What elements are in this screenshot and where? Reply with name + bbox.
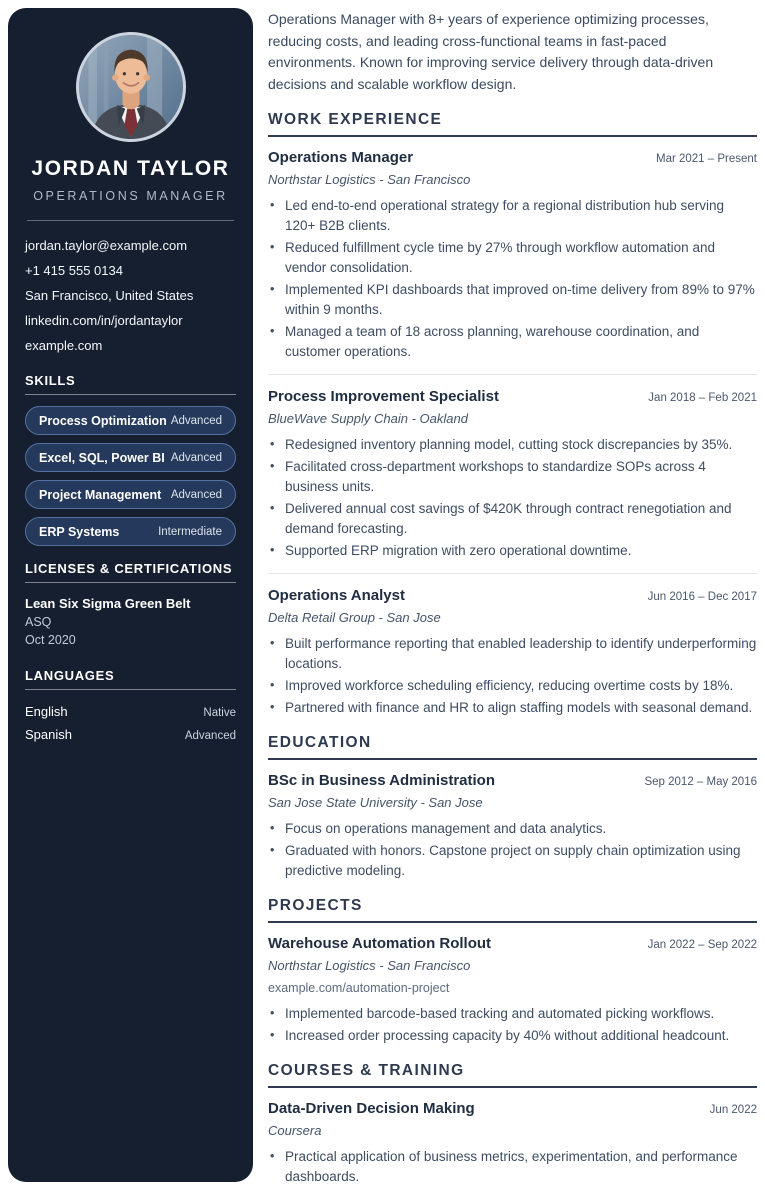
entry-bullets	[268, 1147, 757, 1187]
bullet: • Partnered with finance and HR to align staffing models with seasonal demand.	[268, 698, 757, 718]
bullet: • Reduced fulfillment cycle time by 27% through workflow automation and vendor consolidation.	[268, 238, 757, 278]
section-heading: COURSES & TRAINING	[268, 1062, 757, 1088]
contact-linkedin[interactable]: linkedin.com/in/jordantaylor	[25, 313, 183, 328]
entry-header	[268, 934, 757, 954]
entry-date: Sep 2012 – May 2016	[644, 776, 757, 788]
bullet: • Facilitated cross-department workshops to standardize SOPs across 4 business units.	[268, 457, 757, 497]
entry-date: Mar 2021 – Present	[655, 153, 757, 165]
sidebar	[8, 8, 253, 1182]
bullet: • Delivered annual cost savings of $420K through contract renegotiation and demand forecasting.	[268, 499, 757, 539]
bullet: • Implemented barcode-based tracking and automated picking workflows.	[268, 1004, 757, 1024]
entry-title: BSc in Business Administration	[268, 772, 495, 789]
section-projects	[268, 897, 757, 1046]
entry-subtitle: Northstar Logistics - San Francisco	[268, 958, 471, 973]
entry-subtitle: Northstar Logistics - San Francisco	[268, 172, 471, 187]
bullet: • Increased order processing capacity by 40% without additional headcount.	[268, 1026, 757, 1046]
skill-name: Project Management	[39, 487, 162, 502]
experience-entry	[268, 148, 757, 362]
skills-list	[25, 406, 236, 546]
bullet: • Led end-to-end operational strategy for a regional distribution hub serving 120+ B2B clients.	[268, 196, 757, 236]
entry-date: Jun 2016 – Dec 2017	[647, 591, 757, 603]
entry-bullets	[268, 1004, 757, 1046]
entry-bullets	[268, 196, 757, 362]
section-heading: EDUCATION	[268, 734, 757, 760]
experience-entry	[268, 586, 757, 718]
entry-header	[268, 586, 757, 606]
entry-divider	[268, 374, 757, 375]
avatar-illustration	[79, 35, 183, 139]
summary-text: Operations Manager with 8+ years of experience optimizing processes, reducing costs, and leading cross-functional teams in fast-paced environments. Known for improving service delivery through data-driven decisions and scalable workflow design.	[268, 11, 714, 92]
bullet: • Redesigned inventory planning model, cutting stock discrepancies by 35%.	[268, 435, 757, 455]
skill-name: ERP Systems	[39, 524, 120, 539]
entry-header	[268, 771, 757, 791]
contact-list	[25, 233, 236, 358]
language-level: Native	[203, 707, 236, 719]
bullet: • Built performance reporting that enabled leadership to identify underperforming locations.	[268, 634, 757, 674]
bullet: • Supported ERP migration with zero operational downtime.	[268, 541, 757, 561]
section-heading: PROJECTS	[268, 897, 757, 923]
language-row	[25, 701, 236, 724]
candidate-name: JORDAN TAYLOR	[31, 157, 230, 180]
entry-bullets	[268, 435, 757, 561]
language-name: Spanish	[25, 727, 72, 742]
profile-photo	[76, 32, 186, 142]
course-entry	[268, 1099, 757, 1187]
certification-name: Lean Six Sigma Green Belt	[25, 596, 191, 611]
bullet: • Implemented KPI dashboards that improved on-time delivery from 89% to 97% within 9 months.	[268, 280, 757, 320]
contact-location: San Francisco, United States	[25, 288, 194, 303]
contact-website[interactable]: example.com	[25, 338, 103, 353]
entry-date: Jan 2018 – Feb 2021	[648, 392, 757, 404]
entry-subtitle: BlueWave Supply Chain - Oakland	[268, 411, 468, 426]
entry-header	[268, 148, 757, 168]
certification-date: Oct 2020	[25, 633, 76, 647]
skill-level: Advanced	[170, 414, 222, 427]
entry-bullets	[268, 819, 757, 881]
skill-pill	[25, 517, 236, 546]
languages-list	[25, 701, 236, 747]
certification-item	[25, 594, 236, 649]
section-work-experience	[268, 111, 757, 718]
skill-pill	[25, 443, 236, 472]
skill-pill	[25, 406, 236, 435]
bullet: • Focus on operations management and data analytics.	[268, 819, 757, 839]
experience-entry	[268, 387, 757, 561]
entry-subtitle: Coursera	[268, 1123, 322, 1138]
entry-title: Data-Driven Decision Making	[268, 1100, 475, 1117]
bullet: • Graduated with honors. Capstone project on supply chain optimization using predictive modeling.	[268, 841, 757, 881]
skill-name: Process Optimization	[39, 413, 167, 428]
entry-divider	[268, 573, 757, 574]
bullet: • Improved workforce scheduling efficiency, reducing overtime costs by 18%.	[268, 676, 757, 696]
contact-phone: +1 415 555 0134	[25, 263, 123, 278]
project-link[interactable]: example.com/automation-project	[268, 981, 450, 995]
language-name: English	[25, 704, 68, 719]
skill-level: Intermediate	[158, 525, 222, 538]
skill-level: Advanced	[170, 451, 222, 464]
entry-subtitle: San Jose State University - San Jose	[268, 795, 483, 810]
entry-title: Operations Analyst	[268, 587, 405, 604]
skill-pill	[25, 480, 236, 509]
entry-title: Warehouse Automation Rollout	[268, 935, 492, 952]
languages-heading: LANGUAGES	[25, 668, 236, 690]
skill-name: Excel, SQL, Power BI	[39, 450, 165, 465]
language-level: Advanced	[184, 730, 236, 742]
entry-title: Operations Manager	[268, 149, 414, 166]
section-courses	[268, 1062, 757, 1187]
resume-main	[268, 0, 757, 1189]
section-education	[268, 734, 757, 881]
bullet: • Practical application of business metrics, experimentation, and performance dashboards.	[268, 1147, 757, 1187]
entry-date: Jan 2022 – Sep 2022	[647, 939, 757, 951]
certifications-heading: LICENSES & CERTIFICATIONS	[25, 561, 236, 583]
certification-issuer: ASQ	[25, 615, 52, 629]
entry-subtitle: Delta Retail Group - San Jose	[268, 610, 441, 625]
section-heading: WORK EXPERIENCE	[268, 111, 757, 137]
entry-bullets	[268, 634, 757, 718]
skill-level: Advanced	[170, 488, 222, 501]
skills-heading: SKILLS	[25, 373, 236, 395]
sidebar-divider	[27, 220, 234, 221]
entry-header	[268, 387, 757, 407]
education-entry	[268, 771, 757, 881]
entry-date: Jun 2022	[709, 1104, 757, 1116]
contact-email[interactable]: jordan.taylor@example.com	[25, 238, 188, 253]
bullet: • Managed a team of 18 across planning, warehouse coordination, and customer operations.	[268, 322, 757, 362]
entry-title: Process Improvement Specialist	[268, 388, 499, 405]
language-row	[25, 724, 236, 747]
candidate-role: OPERATIONS MANAGER	[33, 189, 228, 203]
project-entry	[268, 934, 757, 1046]
entry-header	[268, 1099, 757, 1119]
